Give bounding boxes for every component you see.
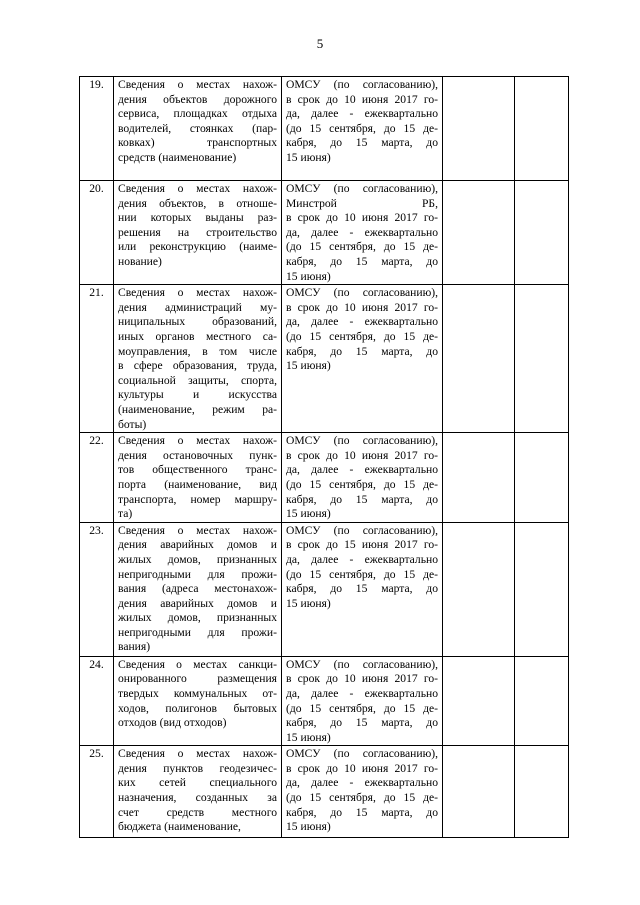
description-line: Сведения о местах санкци- <box>118 657 277 671</box>
description-line: боты) <box>118 417 147 431</box>
description-line: моуправления, в том числе <box>118 344 277 358</box>
description-line: иных органов местного са- <box>118 329 277 343</box>
description-line: дения пунктов геодезичес- <box>118 761 277 775</box>
empty-cell <box>515 77 569 181</box>
responsible-line: в срок до 10 июня 2017 го- <box>286 448 438 462</box>
row-description <box>114 433 282 523</box>
table-row <box>80 433 569 523</box>
description-line: тов общественного транс- <box>118 463 277 477</box>
description-line: онированного размещения <box>118 672 277 686</box>
empty-cell <box>515 746 569 838</box>
row-responsible <box>282 522 443 656</box>
empty-cell <box>515 285 569 433</box>
description-line: в сфере образования, труда, <box>118 359 277 373</box>
description-line: ниципальных образований, <box>118 315 277 329</box>
description-line: бюджета (наименование, <box>118 820 241 834</box>
responsible-line: 15 июня) <box>286 820 331 834</box>
row-description <box>114 181 282 285</box>
description-line: социальной защиты, спорта, <box>118 373 277 387</box>
description-line: Сведения о местах нахож- <box>118 747 277 761</box>
description-line: дения остановочных пунк- <box>118 448 277 462</box>
data-table <box>79 76 569 838</box>
description-line: ковках) транспортных <box>118 136 277 150</box>
row-responsible <box>282 433 443 523</box>
description-line: ких сетей специального <box>118 776 277 790</box>
description-line: дения объектов дорожного <box>118 92 277 106</box>
responsible-line: кабря, до 15 марта, до <box>286 582 438 596</box>
responsible-line: да, далее - ежеквартально <box>286 552 438 566</box>
description-line: Сведения о местах нахож- <box>118 286 277 300</box>
responsible-line: да, далее - ежеквартально <box>286 776 438 790</box>
responsible-line: 15 июня) <box>286 730 331 744</box>
description-line: отходов (вид отходов) <box>118 716 227 730</box>
responsible-line: (до 15 сентября, до 15 де- <box>286 791 438 805</box>
responsible-line: в срок до 10 июня 2017 го- <box>286 672 438 686</box>
empty-cell <box>443 433 515 523</box>
responsible-line: кабря, до 15 марта, до <box>286 716 438 730</box>
empty-cell <box>515 181 569 285</box>
table-row <box>80 656 569 746</box>
empty-cell <box>443 656 515 746</box>
responsible-line: (до 15 сентября, до 15 де- <box>286 240 438 254</box>
responsible-line: да, далее - ежеквартально <box>286 315 438 329</box>
description-line: Сведения о местах нахож- <box>118 434 277 448</box>
description-line: та) <box>118 507 133 521</box>
responsible-line: кабря, до 15 марта, до <box>286 805 438 819</box>
empty-cell <box>443 181 515 285</box>
row-responsible <box>282 746 443 838</box>
responsible-line: ОМСУ (по согласованию), <box>286 747 438 761</box>
empty-cell <box>515 656 569 746</box>
responsible-line: кабря, до 15 марта, до <box>286 492 438 506</box>
empty-cell <box>443 77 515 181</box>
description-line: порта (наименование, вид <box>118 477 277 491</box>
responsible-line: кабря, до 15 марта, до <box>286 254 438 268</box>
description-line: дения администраций му- <box>118 300 277 314</box>
responsible-line: да, далее - ежеквартально <box>286 107 438 121</box>
responsible-line: (до 15 сентября, до 15 де- <box>286 121 438 135</box>
responsible-line: ОМСУ (по согласованию), <box>286 434 438 448</box>
responsible-line: (до 15 сентября, до 15 де- <box>286 477 438 491</box>
description-line: непригодными для прожи- <box>118 625 277 639</box>
description-line: транспорта, номер маршру- <box>118 492 277 506</box>
row-number: 20. <box>80 181 114 285</box>
responsible-line: 15 июня) <box>286 507 331 521</box>
description-line: непригодными для прожи- <box>118 567 277 581</box>
description-line: вания (адреса местонахож- <box>118 582 277 596</box>
responsible-line: да, далее - ежеквартально <box>286 463 438 477</box>
row-number: 23. <box>80 522 114 656</box>
description-line: Сведения о местах нахож- <box>118 523 277 537</box>
responsible-line: ОМСУ (по согласованию), <box>286 182 438 195</box>
description-line: Сведения о местах нахож- <box>118 78 277 91</box>
responsible-line: 15 июня) <box>286 150 331 164</box>
row-responsible <box>282 656 443 746</box>
row-number: 22. <box>80 433 114 523</box>
responsible-line: ОМСУ (по согласованию), <box>286 657 438 671</box>
table-row <box>80 77 569 181</box>
row-responsible <box>282 181 443 285</box>
description-line: дения объектов, в отноше- <box>118 196 277 210</box>
table-row <box>80 285 569 433</box>
row-responsible <box>282 77 443 181</box>
empty-cell <box>515 522 569 656</box>
responsible-line: ОМСУ (по согласованию), <box>286 286 438 300</box>
responsible-line: ОМСУ (по согласованию), <box>286 523 438 537</box>
responsible-line: в срок до 10 июня 2017 го- <box>286 300 438 314</box>
responsible-line: в срок до 10 июня 2017 го- <box>286 211 438 225</box>
responsible-line: да, далее - ежеквартально <box>286 686 438 700</box>
row-number: 25. <box>80 746 114 838</box>
row-description <box>114 285 282 433</box>
responsible-line: в срок до 10 июня 2017 го- <box>286 92 438 106</box>
responsible-line: 15 июня) <box>286 359 331 373</box>
table-row <box>80 181 569 285</box>
empty-cell <box>443 285 515 433</box>
responsible-line: (до 15 сентября, до 15 де- <box>286 701 438 715</box>
description-line: счет средств местного <box>118 805 277 819</box>
row-description <box>114 746 282 838</box>
description-line: или реконструкцию (наиме- <box>118 240 277 254</box>
description-line: твердых коммунальных от- <box>118 686 277 700</box>
row-description <box>114 656 282 746</box>
page-number: 5 <box>316 36 324 51</box>
responsible-line: кабря, до 15 марта, до <box>286 136 438 150</box>
empty-cell <box>443 522 515 656</box>
row-number: 19. <box>80 77 114 181</box>
description-line: (наименование, режим ра- <box>118 402 277 416</box>
responsible-line: в срок до 15 июня 2017 го- <box>286 538 438 552</box>
responsible-line: кабря, до 15 марта, до <box>286 344 438 358</box>
responsible-line: 15 июня) <box>286 596 331 610</box>
responsible-line: (до 15 сентября, до 15 де- <box>286 329 438 343</box>
description-line: средств (наименование) <box>118 150 237 164</box>
description-line: ходов, полигонов бытовых <box>118 701 277 715</box>
table-row <box>80 746 569 838</box>
responsible-line: да, далее - ежеквартально <box>286 225 438 239</box>
description-line: сервиса, площадках отдыха <box>118 107 277 121</box>
row-number: 21. <box>80 285 114 433</box>
description-line: нование) <box>118 254 162 268</box>
responsible-line: ОМСУ (по согласованию), <box>286 78 438 91</box>
description-line: Сведения о местах нахож- <box>118 182 277 195</box>
description-line: дения аварийных домов и <box>118 596 277 610</box>
responsible-line: (до 15 сентября, до 15 де- <box>286 567 438 581</box>
description-line: культуры и искусства <box>118 388 277 402</box>
row-description <box>114 77 282 181</box>
description-line: решения на строительство <box>118 225 277 239</box>
row-number: 24. <box>80 656 114 746</box>
empty-cell <box>515 433 569 523</box>
empty-cell <box>443 746 515 838</box>
row-description <box>114 522 282 656</box>
description-line: дения аварийных домов и <box>118 538 277 552</box>
description-line: назначения, созданных за <box>118 791 277 805</box>
description-line: жилых домов, признанных <box>118 552 277 566</box>
table-row <box>80 522 569 656</box>
responsible-line: 15 июня) <box>286 269 331 283</box>
description-line: жилых домов, признанных <box>118 611 277 625</box>
description-line: нии которых выданы раз- <box>118 211 277 225</box>
description-line: водителей, стоянках (пар- <box>118 121 277 135</box>
description-line: вания) <box>118 640 151 654</box>
row-responsible <box>282 285 443 433</box>
responsible-line: Минстрой РБ, <box>286 196 438 210</box>
responsible-line: в срок до 10 июня 2017 го- <box>286 761 438 775</box>
